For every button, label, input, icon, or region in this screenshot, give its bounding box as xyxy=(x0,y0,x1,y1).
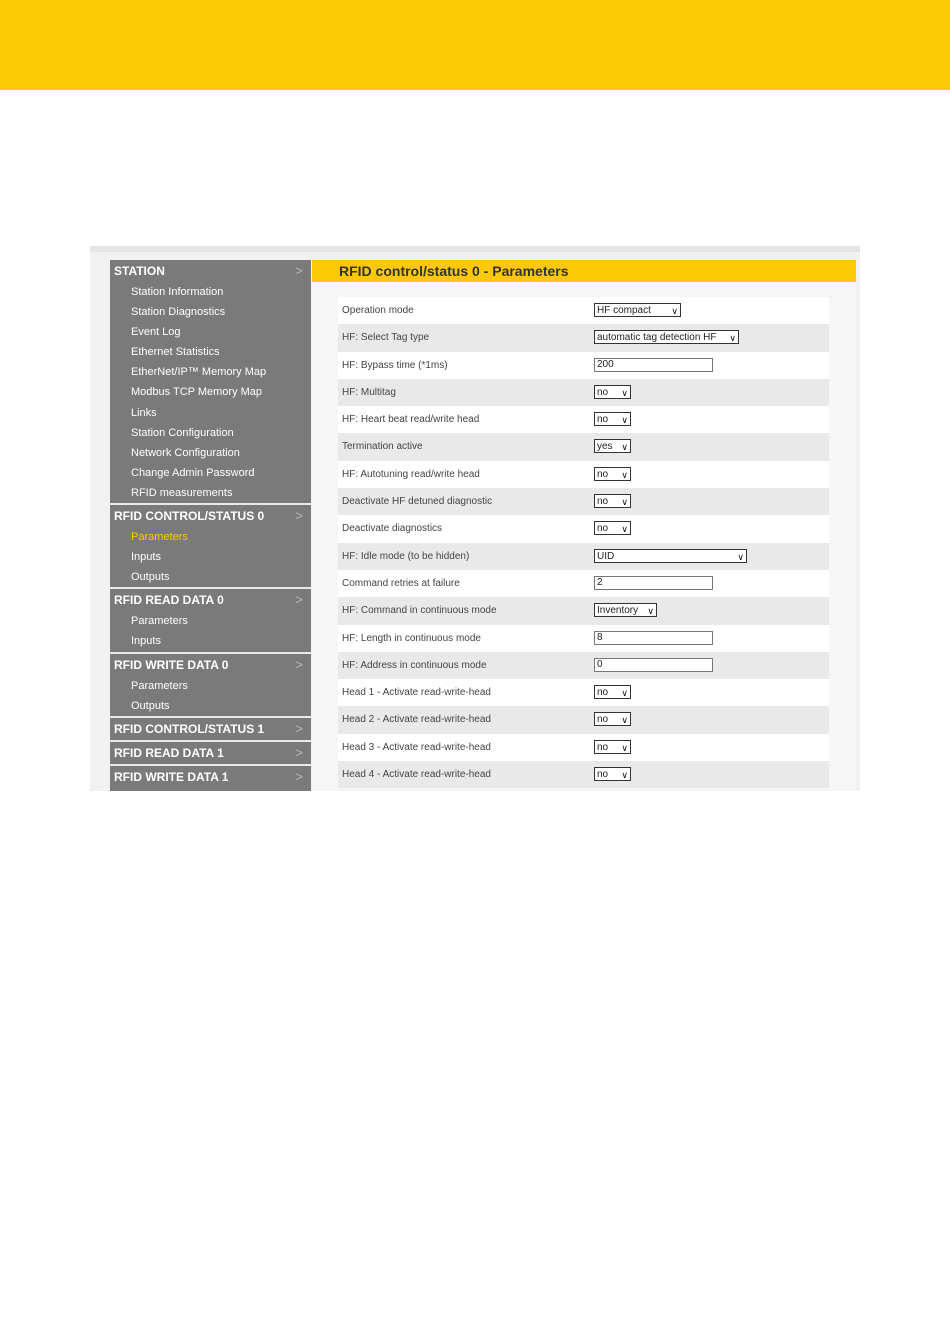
parameter-label: Operation mode xyxy=(342,305,414,316)
sidebar-section-station[interactable] xyxy=(110,260,311,282)
parameter-row xyxy=(338,488,829,515)
select-value: no xyxy=(597,386,609,398)
sidebar-item-modbus-tcp-memory-map[interactable]: Modbus TCP Memory Map xyxy=(131,386,263,399)
chevron-down-icon: ∨ xyxy=(621,387,628,398)
select-value: no xyxy=(597,769,609,781)
sidebar-section-rfid-write-data-1[interactable] xyxy=(110,766,311,788)
sidebar-item-inputs[interactable]: Inputs xyxy=(131,551,161,564)
parameter-row xyxy=(338,625,829,652)
select-value: no xyxy=(597,468,609,480)
sidebar-item-station-information[interactable]: Station Information xyxy=(131,286,224,298)
parameter-label: Deactivate HF detuned diagnostic xyxy=(342,496,493,508)
sidebar-item-change-admin-password[interactable]: Change Admin Password xyxy=(131,466,255,479)
parameter-select[interactable] xyxy=(594,494,631,508)
sidebar-section-rfid-control-status-1[interactable] xyxy=(110,718,311,740)
select-value: no xyxy=(597,741,609,753)
sidebar-item-outputs[interactable]: Outputs xyxy=(131,699,170,712)
sidebar-item-rfid-measurements[interactable]: RFID measurements xyxy=(131,486,233,499)
parameter-row xyxy=(338,597,829,624)
page-title: RFID control/status 0 - Parameters xyxy=(312,260,856,282)
select-value: no xyxy=(597,687,609,699)
chevron-down-icon: ∨ xyxy=(621,688,628,699)
chevron-down-icon: ∨ xyxy=(621,469,628,480)
parameter-row xyxy=(338,734,829,761)
select-value: no xyxy=(597,714,609,726)
chevron-right-icon: > xyxy=(295,656,303,672)
parameter-row xyxy=(338,679,829,706)
sidebar-section-rfid-read-data-1[interactable] xyxy=(110,742,311,764)
sidebar-item-station-configuration[interactable]: Station Configuration xyxy=(131,426,234,439)
parameter-label: Head 3 - Activate read-write-head xyxy=(342,741,491,753)
chevron-down-icon: ∨ xyxy=(729,333,736,344)
sidebar-item-parameters[interactable]: Parameters xyxy=(131,679,188,692)
main-panel xyxy=(312,260,856,791)
parameter-label: Head 4 - Activate read-write-head xyxy=(342,769,491,781)
parameter-row xyxy=(338,379,829,406)
parameter-select[interactable] xyxy=(594,303,681,317)
select-value: yes xyxy=(597,441,613,453)
chevron-right-icon: > xyxy=(295,744,303,760)
parameter-select[interactable] xyxy=(594,740,631,754)
select-value: HF compact xyxy=(597,305,651,316)
chevron-down-icon: ∨ xyxy=(621,415,628,426)
sidebar-item-parameters[interactable]: Parameters xyxy=(131,531,188,544)
sidebar-section-rfid-write-data-0[interactable] xyxy=(110,654,311,676)
chevron-right-icon: > xyxy=(295,720,303,736)
parameter-row xyxy=(338,652,829,679)
parameter-label: HF: Idle mode (to be hidden) xyxy=(342,550,470,562)
parameter-row xyxy=(338,324,829,351)
chevron-down-icon: ∨ xyxy=(621,497,628,508)
sidebar-item-station-diagnostics[interactable]: Station Diagnostics xyxy=(131,306,226,319)
sidebar-section-label: RFID CONTROL/STATUS 0 xyxy=(114,509,265,524)
web-interface-screenshot xyxy=(90,246,860,791)
select-value: no xyxy=(597,523,609,535)
sidebar-item-parameters[interactable]: Parameters xyxy=(131,615,188,628)
parameter-row xyxy=(338,515,829,542)
parameter-label: HF: Select Tag type xyxy=(342,332,430,344)
sidebar-section-label: RFID READ DATA 1 xyxy=(114,745,224,760)
parameter-label: HF: Command in continuous mode xyxy=(342,605,497,617)
select-value: no xyxy=(597,496,609,508)
chevron-right-icon: > xyxy=(295,592,303,608)
parameter-input[interactable]: 2 xyxy=(594,576,713,590)
header-band xyxy=(0,0,950,90)
parameter-label: Head 1 - Activate read-write-head xyxy=(342,687,491,699)
chevron-down-icon: ∨ xyxy=(671,306,678,316)
parameter-label: Deactivate diagnostics xyxy=(342,523,443,535)
sidebar-item-event-log[interactable]: Event Log xyxy=(131,326,181,339)
sidebar-section-label: RFID WRITE DATA 0 xyxy=(114,657,229,672)
parameter-select[interactable] xyxy=(594,767,631,781)
select-value: no xyxy=(597,414,609,426)
parameter-row xyxy=(338,570,829,597)
parameter-input[interactable]: 0 xyxy=(594,658,713,672)
sidebar-item-network-configuration[interactable]: Network Configuration xyxy=(131,446,240,459)
parameter-label: HF: Address in continuous mode xyxy=(342,659,487,671)
parameter-row xyxy=(338,461,829,488)
select-value: UID xyxy=(597,550,615,562)
parameter-label: HF: Bypass time (*1ms) xyxy=(342,359,448,371)
parameter-input[interactable]: 200 xyxy=(594,358,713,372)
parameter-select[interactable] xyxy=(594,521,631,535)
sidebar-section-label: STATION xyxy=(114,264,165,278)
sidebar-section-label: RFID WRITE DATA 1 xyxy=(114,769,229,784)
parameter-select[interactable] xyxy=(594,412,631,426)
parameter-row xyxy=(338,406,829,433)
sidebar-nav xyxy=(110,260,311,791)
chevron-down-icon: ∨ xyxy=(621,524,628,535)
parameter-row xyxy=(338,706,829,733)
parameter-label: Head 2 - Activate read-write-head xyxy=(342,714,491,726)
chevron-right-icon: > xyxy=(295,508,303,524)
chevron-right-icon: > xyxy=(295,768,303,784)
parameter-label: HF: Length in continuous mode xyxy=(342,632,481,644)
parameter-select[interactable] xyxy=(594,439,631,453)
sidebar-item-outputs[interactable]: Outputs xyxy=(131,571,170,584)
parameter-input[interactable]: 8 xyxy=(594,631,713,645)
sidebar-item-links[interactable]: Links xyxy=(131,406,157,419)
parameter-select[interactable] xyxy=(594,712,631,726)
chevron-down-icon: ∨ xyxy=(737,551,744,562)
sidebar-item-ethernet-statistics[interactable]: Ethernet Statistics xyxy=(131,346,220,359)
parameter-label: HF: Autotuning read/write head xyxy=(342,468,480,480)
parameter-select[interactable] xyxy=(594,330,739,344)
parameter-row xyxy=(338,297,829,324)
parameter-label: Termination active xyxy=(342,441,423,453)
sidebar-section-label: RFID READ DATA 0 xyxy=(114,593,224,608)
chevron-down-icon: ∨ xyxy=(621,442,628,453)
parameter-row xyxy=(338,761,829,788)
select-value: automatic tag detection HF xyxy=(597,332,717,344)
chevron-down-icon: ∨ xyxy=(647,606,654,617)
parameter-table xyxy=(338,297,829,788)
chevron-down-icon: ∨ xyxy=(621,742,628,753)
sidebar-section-label: RFID CONTROL/STATUS 1 xyxy=(114,721,265,736)
sidebar-item-ethernet-ip-memory-map[interactable]: EtherNet/IP™ Memory Map xyxy=(131,366,267,379)
parameter-row xyxy=(338,543,829,570)
sidebar-item-inputs[interactable]: Inputs xyxy=(131,635,161,648)
sidebar-section-rfid-control-status-0[interactable] xyxy=(110,505,311,527)
parameter-row xyxy=(338,433,829,460)
chevron-down-icon: ∨ xyxy=(621,715,628,726)
parameter-select[interactable] xyxy=(594,467,631,481)
parameter-select[interactable] xyxy=(594,603,657,617)
parameter-label: HF: Heart beat read/write head xyxy=(342,414,480,426)
chevron-right-icon: > xyxy=(295,263,303,278)
parameter-select[interactable] xyxy=(594,385,631,399)
parameter-select[interactable] xyxy=(594,549,747,563)
parameter-select[interactable] xyxy=(594,685,631,699)
chevron-down-icon: ∨ xyxy=(621,770,628,781)
parameter-label: HF: Multitag xyxy=(342,386,396,398)
parameter-label: Command retries at failure xyxy=(342,577,460,589)
select-value: Inventory xyxy=(597,605,639,617)
parameter-row xyxy=(338,352,829,379)
sidebar-section-rfid-read-data-0[interactable] xyxy=(110,589,311,611)
